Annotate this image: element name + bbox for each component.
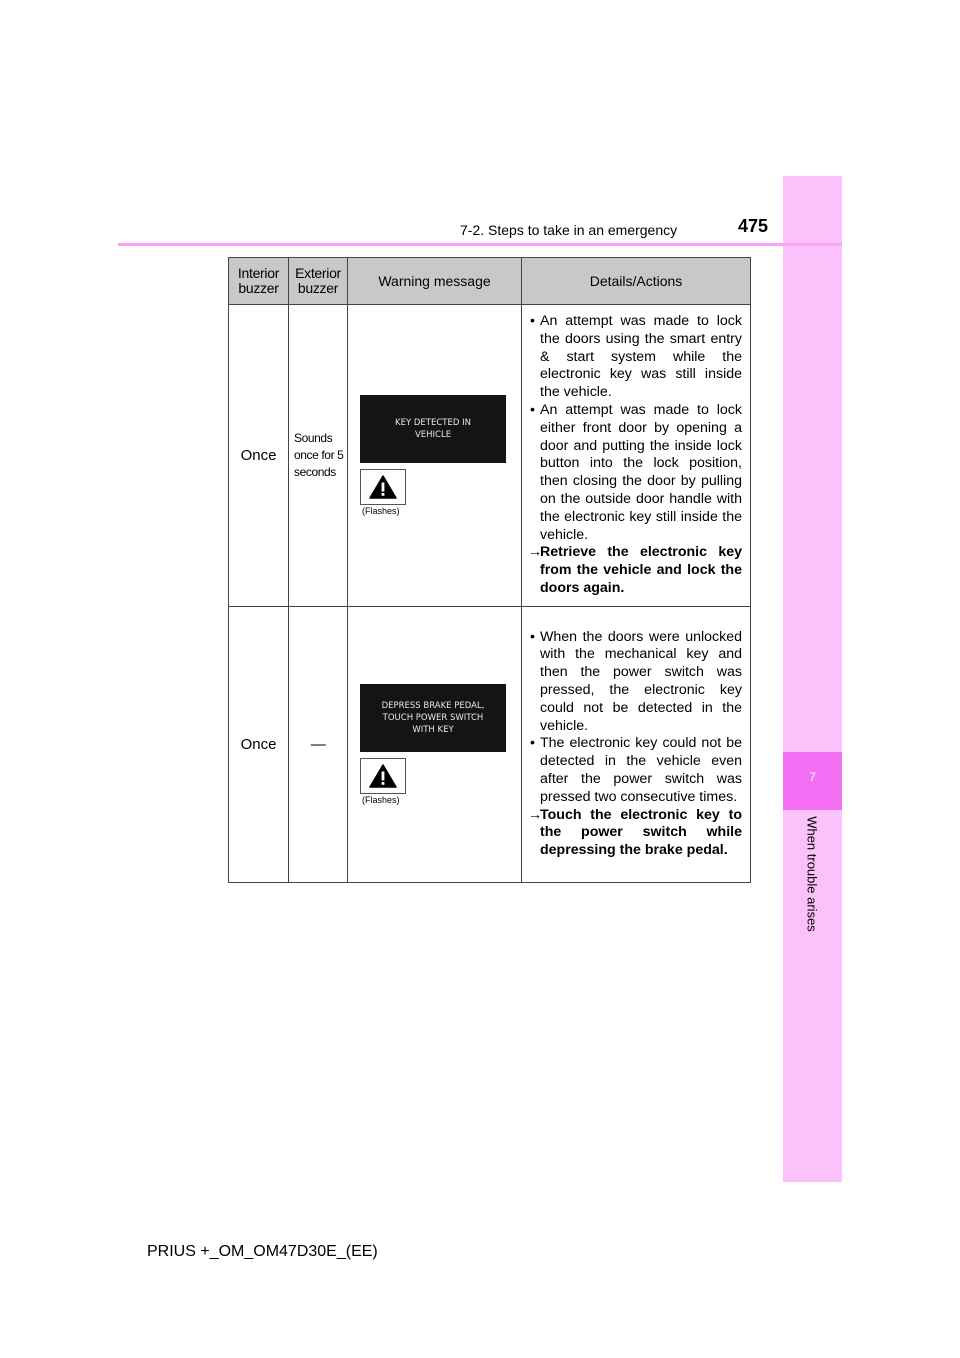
warning-triangle-icon — [369, 764, 397, 788]
header-rule — [118, 243, 842, 246]
exterior-buzzer-cell: Sounds once for 5 seconds — [289, 305, 348, 607]
detail-bullet: • An attempt was made to lock either front door by opening a door and putting the inside lock button into the lock position, then closing the door by pulling on the outside door handle with the electronic key still inside the vehicle. — [530, 402, 742, 544]
exterior-buzzer-cell: — — [289, 606, 348, 882]
display-line: TOUCH POWER SWITCH — [382, 712, 484, 723]
table-row — [229, 305, 751, 607]
warning-message-cell — [348, 606, 522, 882]
chapter-number: 7 — [809, 770, 816, 784]
table-row — [229, 606, 751, 882]
header-warning-message: Warning message — [348, 258, 522, 305]
header-interior-buzzer: Interior buzzer — [229, 258, 289, 305]
chapter-side-tab — [783, 176, 842, 1182]
warning-light-box — [360, 469, 406, 505]
right-arrow-icon: → — [528, 806, 543, 823]
right-arrow-icon: → — [528, 544, 543, 561]
warning-light-box — [360, 758, 406, 794]
display-line: VEHICLE — [414, 429, 452, 440]
section-title: 7-2. Steps to take in an emergency — [460, 222, 678, 238]
action-label: Retrieve the electronic key from the vehicle and lock the doors again. — [540, 544, 742, 596]
header-exterior-buzzer: Exterior buzzer — [289, 258, 348, 305]
details-cell — [522, 606, 751, 882]
display-line: KEY DETECTED IN — [395, 417, 471, 428]
chapter-title: When trouble arises — [804, 816, 820, 932]
flashes-caption: (Flashes) — [362, 794, 400, 805]
page-number: 475 — [738, 216, 769, 236]
details-cell — [522, 305, 751, 607]
display-line: DEPRESS BRAKE PEDAL, — [381, 700, 485, 711]
detail-bullet: • An attempt was made to lock the doors using the smart entry & start system while the electronic key was still inside the vehicle. — [530, 313, 742, 402]
warning-table — [228, 257, 751, 883]
action-label: Touch the electronic key to the power switch while depressing the brake pedal. — [540, 806, 742, 859]
detail-bullet: • The electronic key could not be detected in the vehicle even after the power switch was pressed two consecutive times. — [530, 735, 742, 806]
document-code: PRIUS +_OM_OM47D30E_(EE) — [147, 1243, 378, 1260]
action-text — [530, 544, 742, 597]
header-details-actions: Details/Actions — [522, 258, 751, 305]
interior-buzzer-cell: Once — [229, 305, 289, 607]
table-header-row — [229, 258, 751, 305]
multi-info-display — [360, 684, 506, 752]
display-line: WITH KEY — [412, 724, 454, 735]
warning-triangle-icon — [369, 475, 397, 499]
multi-info-display — [360, 395, 506, 463]
flashes-caption: (Flashes) — [362, 505, 400, 516]
detail-bullet: • When the doors were unlocked with the mechanical key and then the power switch was pressed, the electronic key could not be detected in the vehicle. — [530, 629, 742, 736]
warning-message-cell — [348, 305, 522, 607]
interior-buzzer-cell: Once — [229, 606, 289, 882]
action-text — [530, 807, 742, 860]
